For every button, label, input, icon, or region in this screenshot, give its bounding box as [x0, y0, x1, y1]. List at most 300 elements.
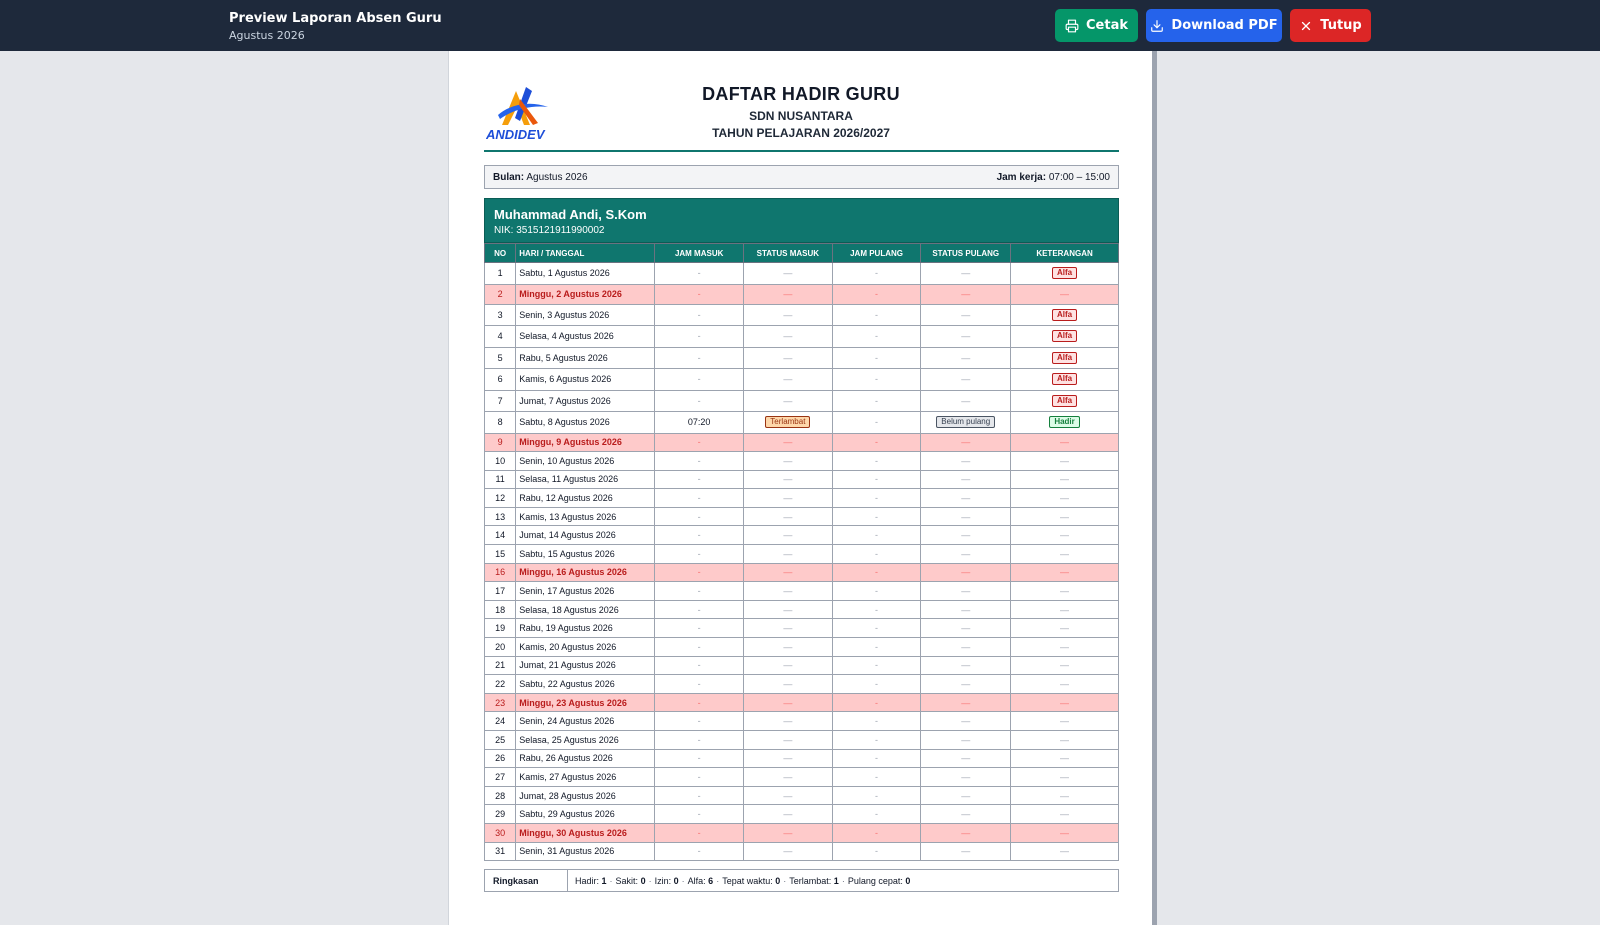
- cell-no: 13: [485, 507, 516, 526]
- cell-note: —: [1011, 693, 1119, 712]
- cell-no: 6: [485, 369, 516, 391]
- table-row: [485, 638, 1119, 657]
- cell-time-out: -: [832, 369, 921, 391]
- col-header-time-out: JAM PULANG: [832, 244, 921, 263]
- cell-time-in: -: [655, 768, 744, 787]
- cell-time-out: -: [832, 470, 921, 489]
- cell-status-in: —: [744, 638, 833, 657]
- cell-date: Rabu, 5 Agustus 2026: [516, 347, 655, 369]
- status-badge: Alfa: [1052, 267, 1077, 279]
- cell-status-out: —: [921, 600, 1011, 619]
- table-row: [485, 842, 1119, 861]
- cell-status-in: —: [744, 526, 833, 545]
- cell-note: —: [1011, 786, 1119, 805]
- cell-note: —: [1011, 656, 1119, 675]
- summary-separator: ·: [609, 875, 613, 886]
- col-header-note: KETERANGAN: [1011, 244, 1119, 263]
- table-row: [485, 786, 1119, 805]
- cell-date: Selasa, 25 Agustus 2026: [516, 731, 655, 750]
- cell-no: 16: [485, 563, 516, 582]
- attendance-body: [485, 263, 1119, 861]
- cell-note: —: [1011, 823, 1119, 842]
- cell-no: 28: [485, 786, 516, 805]
- table-row: [485, 452, 1119, 471]
- cell-date: Kamis, 13 Agustus 2026: [516, 507, 655, 526]
- cell-time-out: -: [832, 347, 921, 369]
- cell-no: 10: [485, 452, 516, 471]
- cell-status-in: —: [744, 284, 833, 304]
- cell-status-in: —: [744, 786, 833, 805]
- cell-status-out: —: [921, 563, 1011, 582]
- cell-status-in: —: [744, 675, 833, 694]
- cell-no: 14: [485, 526, 516, 545]
- cell-status-out: —: [921, 842, 1011, 861]
- download-pdf-button[interactable]: [1146, 9, 1282, 42]
- cell-note: —: [1011, 749, 1119, 768]
- month-info: Bulan: Agustus 2026: [493, 171, 588, 183]
- cell-date: Rabu, 12 Agustus 2026: [516, 489, 655, 508]
- summary-item: Pulang cepat: 0: [847, 875, 911, 886]
- table-row: [485, 263, 1119, 285]
- cell-time-in: -: [655, 433, 744, 452]
- cell-note: —: [1011, 545, 1119, 564]
- table-row: [485, 805, 1119, 824]
- cell-no: 27: [485, 768, 516, 787]
- table-row: [485, 412, 1119, 434]
- academic-year: TAHUN PELAJARAN 2026/2027: [712, 126, 890, 140]
- cell-note: [1011, 263, 1119, 285]
- table-row: [485, 489, 1119, 508]
- cell-status-in: —: [744, 768, 833, 787]
- cell-time-out: -: [832, 712, 921, 731]
- cell-status-out: —: [921, 489, 1011, 508]
- cell-time-out: -: [832, 823, 921, 842]
- cell-status-out: —: [921, 347, 1011, 369]
- report-document: [448, 51, 1152, 925]
- cell-note: —: [1011, 842, 1119, 861]
- cell-note: —: [1011, 638, 1119, 657]
- attendance-table: [484, 243, 1119, 861]
- status-badge: Alfa: [1052, 395, 1077, 407]
- col-header-no: NO: [485, 244, 516, 263]
- cell-time-in: -: [655, 489, 744, 508]
- print-button[interactable]: [1055, 9, 1138, 42]
- cell-status-out: —: [921, 526, 1011, 545]
- cell-status-out: —: [921, 749, 1011, 768]
- cell-date: Rabu, 26 Agustus 2026: [516, 749, 655, 768]
- cell-no: 18: [485, 600, 516, 619]
- cell-status-in: —: [744, 263, 833, 285]
- document-scrollbar-edge: [1152, 51, 1157, 925]
- cell-status-out: —: [921, 675, 1011, 694]
- cell-time-out: -: [832, 263, 921, 285]
- table-row: [485, 470, 1119, 489]
- report-info-bar: [484, 165, 1119, 189]
- cell-status-out: —: [921, 470, 1011, 489]
- cell-date: Senin, 24 Agustus 2026: [516, 712, 655, 731]
- working-hours-info: Jam kerja: 07:00 – 15:00: [996, 171, 1110, 183]
- cell-date: Senin, 31 Agustus 2026: [516, 842, 655, 861]
- cell-date: Jumat, 14 Agustus 2026: [516, 526, 655, 545]
- cell-note: —: [1011, 600, 1119, 619]
- cell-no: 11: [485, 470, 516, 489]
- logo-text: ANDIDEV: [486, 127, 545, 142]
- cell-status-out: —: [921, 768, 1011, 787]
- cell-status-out: [921, 412, 1011, 434]
- cell-time-in: -: [655, 507, 744, 526]
- cell-status-out: —: [921, 304, 1011, 326]
- cell-status-in: —: [744, 749, 833, 768]
- cell-time-out: -: [832, 600, 921, 619]
- school-name: SDN NUSANTARA: [749, 109, 853, 123]
- cell-time-out: -: [832, 526, 921, 545]
- cell-status-out: —: [921, 638, 1011, 657]
- cell-time-in: -: [655, 656, 744, 675]
- table-header-row: [485, 244, 1119, 263]
- employee-header: [484, 198, 1119, 243]
- cell-status-out: —: [921, 507, 1011, 526]
- cell-no: 26: [485, 749, 516, 768]
- cell-status-out: —: [921, 263, 1011, 285]
- cell-status-in: —: [744, 369, 833, 391]
- summary-row: [484, 869, 1119, 892]
- cell-time-out: -: [832, 304, 921, 326]
- cell-status-out: —: [921, 326, 1011, 348]
- cell-no: 31: [485, 842, 516, 861]
- cell-no: 4: [485, 326, 516, 348]
- status-badge: Terlambat: [765, 416, 810, 428]
- cell-time-in: -: [655, 526, 744, 545]
- cell-time-out: -: [832, 805, 921, 824]
- cell-time-out: -: [832, 675, 921, 694]
- cell-note: [1011, 326, 1119, 348]
- cell-time-out: -: [832, 638, 921, 657]
- cell-date: Sabtu, 22 Agustus 2026: [516, 675, 655, 694]
- download-pdf-label: Download PDF: [1171, 18, 1278, 33]
- cell-note: —: [1011, 452, 1119, 471]
- cell-status-out: —: [921, 731, 1011, 750]
- cell-note: [1011, 369, 1119, 391]
- cell-time-out: -: [832, 563, 921, 582]
- cell-time-in: -: [655, 263, 744, 285]
- cell-status-in: —: [744, 452, 833, 471]
- cell-date: Minggu, 9 Agustus 2026: [516, 433, 655, 452]
- table-row: [485, 507, 1119, 526]
- cell-date: Selasa, 4 Agustus 2026: [516, 326, 655, 348]
- cell-status-in: —: [744, 731, 833, 750]
- cell-date: Kamis, 27 Agustus 2026: [516, 768, 655, 787]
- cell-date: Selasa, 11 Agustus 2026: [516, 470, 655, 489]
- status-badge: Alfa: [1052, 309, 1077, 321]
- cell-time-in: -: [655, 582, 744, 601]
- cell-date: Jumat, 21 Agustus 2026: [516, 656, 655, 675]
- employee-name: Muhammad Andi, S.Kom: [494, 207, 647, 222]
- cell-status-in: —: [744, 563, 833, 582]
- cell-time-in: -: [655, 712, 744, 731]
- summary-item: Terlambat: 1: [789, 875, 839, 886]
- close-button[interactable]: [1290, 9, 1371, 42]
- cell-note: —: [1011, 563, 1119, 582]
- cell-date: Minggu, 2 Agustus 2026: [516, 284, 655, 304]
- cell-date: Rabu, 19 Agustus 2026: [516, 619, 655, 638]
- cell-date: Selasa, 18 Agustus 2026: [516, 600, 655, 619]
- printer-icon: [1065, 19, 1079, 33]
- cell-no: 3: [485, 304, 516, 326]
- cell-time-in: -: [655, 284, 744, 304]
- table-row: [485, 600, 1119, 619]
- cell-no: 1: [485, 263, 516, 285]
- cell-status-in: —: [744, 582, 833, 601]
- cell-status-out: —: [921, 545, 1011, 564]
- cell-no: 2: [485, 284, 516, 304]
- cell-date: Minggu, 30 Agustus 2026: [516, 823, 655, 842]
- report-title: DAFTAR HADIR GURU: [702, 84, 900, 104]
- cell-no: 20: [485, 638, 516, 657]
- status-badge: Alfa: [1052, 352, 1077, 364]
- cell-no: 30: [485, 823, 516, 842]
- print-button-label: Cetak: [1086, 18, 1128, 33]
- cell-note: [1011, 304, 1119, 326]
- cell-time-out: -: [832, 433, 921, 452]
- cell-date: Jumat, 28 Agustus 2026: [516, 786, 655, 805]
- cell-time-out: -: [832, 768, 921, 787]
- cell-status-in: —: [744, 507, 833, 526]
- cell-status-out: —: [921, 619, 1011, 638]
- cell-date: Sabtu, 29 Agustus 2026: [516, 805, 655, 824]
- cell-status-in: —: [744, 842, 833, 861]
- table-row: [485, 545, 1119, 564]
- table-row: [485, 433, 1119, 452]
- cell-status-out: —: [921, 390, 1011, 412]
- cell-note: [1011, 412, 1119, 434]
- cell-note: —: [1011, 619, 1119, 638]
- table-row: [485, 582, 1119, 601]
- summary-separator: ·: [783, 875, 787, 886]
- cell-time-in: -: [655, 731, 744, 750]
- cell-no: 29: [485, 805, 516, 824]
- status-badge: Alfa: [1052, 373, 1077, 385]
- cell-no: 25: [485, 731, 516, 750]
- cell-time-in: -: [655, 842, 744, 861]
- status-badge: Hadir: [1049, 416, 1079, 428]
- cell-status-in: —: [744, 656, 833, 675]
- cell-status-in: —: [744, 619, 833, 638]
- table-row: [485, 823, 1119, 842]
- cell-time-out: -: [832, 731, 921, 750]
- table-row: [485, 284, 1119, 304]
- cell-note: —: [1011, 470, 1119, 489]
- cell-note: —: [1011, 731, 1119, 750]
- cell-no: 7: [485, 390, 516, 412]
- cell-time-out: -: [832, 390, 921, 412]
- col-header-time-in: JAM MASUK: [655, 244, 744, 263]
- cell-status-in: —: [744, 326, 833, 348]
- header-divider: [484, 150, 1119, 152]
- table-row: [485, 675, 1119, 694]
- preview-title: Preview Laporan Absen Guru: [229, 11, 442, 26]
- summary-values: [568, 870, 910, 891]
- cell-date: Kamis, 6 Agustus 2026: [516, 369, 655, 391]
- cell-status-in: —: [744, 489, 833, 508]
- cell-time-out: -: [832, 842, 921, 861]
- cell-time-in: -: [655, 369, 744, 391]
- cell-status-out: —: [921, 582, 1011, 601]
- table-row: [485, 731, 1119, 750]
- cell-time-in: -: [655, 347, 744, 369]
- summary-separator: ·: [681, 875, 685, 886]
- status-badge: Belum pulang: [936, 416, 995, 428]
- cell-no: 22: [485, 675, 516, 694]
- cell-no: 21: [485, 656, 516, 675]
- cell-date: Minggu, 16 Agustus 2026: [516, 563, 655, 582]
- cell-note: —: [1011, 805, 1119, 824]
- cell-note: —: [1011, 507, 1119, 526]
- cell-time-out: -: [832, 326, 921, 348]
- summary-item: Alfa: 6: [687, 875, 714, 886]
- col-header-date: HARI / TANGGAL: [516, 244, 655, 263]
- cell-time-out: -: [832, 656, 921, 675]
- cell-time-out: -: [832, 507, 921, 526]
- cell-date: Jumat, 7 Agustus 2026: [516, 390, 655, 412]
- table-row: [485, 526, 1119, 545]
- cell-note: —: [1011, 526, 1119, 545]
- cell-note: —: [1011, 582, 1119, 601]
- cell-time-in: -: [655, 749, 744, 768]
- cell-status-in: —: [744, 600, 833, 619]
- cell-date: Sabtu, 8 Agustus 2026: [516, 412, 655, 434]
- preview-subtitle: Agustus 2026: [229, 29, 305, 42]
- cell-note: —: [1011, 284, 1119, 304]
- summary-separator: ·: [841, 875, 845, 886]
- table-row: [485, 768, 1119, 787]
- cell-no: 9: [485, 433, 516, 452]
- close-button-label: Tutup: [1320, 18, 1362, 33]
- table-row: [485, 369, 1119, 391]
- cell-time-in: -: [655, 786, 744, 805]
- table-row: [485, 619, 1119, 638]
- cell-no: 24: [485, 712, 516, 731]
- table-row: [485, 693, 1119, 712]
- table-row: [485, 656, 1119, 675]
- cell-status-in: —: [744, 823, 833, 842]
- cell-status-out: —: [921, 369, 1011, 391]
- cell-status-out: —: [921, 823, 1011, 842]
- close-icon: [1299, 19, 1313, 33]
- col-header-status-out: STATUS PULANG: [921, 244, 1011, 263]
- cell-note: —: [1011, 433, 1119, 452]
- cell-date: Kamis, 20 Agustus 2026: [516, 638, 655, 657]
- cell-no: 23: [485, 693, 516, 712]
- col-header-status-in: STATUS MASUK: [744, 244, 833, 263]
- cell-time-out: -: [832, 619, 921, 638]
- cell-time-in: -: [655, 452, 744, 471]
- cell-time-in: -: [655, 805, 744, 824]
- cell-status-in: —: [744, 347, 833, 369]
- table-row: [485, 563, 1119, 582]
- cell-time-in: -: [655, 326, 744, 348]
- cell-status-out: —: [921, 656, 1011, 675]
- cell-status-in: [744, 412, 833, 434]
- summary-label: Ringkasan: [485, 870, 568, 891]
- table-row: [485, 326, 1119, 348]
- cell-time-in: -: [655, 545, 744, 564]
- summary-item: Sakit: 0: [615, 875, 646, 886]
- cell-time-in: -: [655, 470, 744, 489]
- cell-time-out: -: [832, 412, 921, 434]
- cell-time-out: -: [832, 693, 921, 712]
- cell-status-in: —: [744, 805, 833, 824]
- table-row: [485, 712, 1119, 731]
- status-badge: Alfa: [1052, 330, 1077, 342]
- cell-time-in: -: [655, 563, 744, 582]
- cell-no: 8: [485, 412, 516, 434]
- summary-separator: ·: [716, 875, 720, 886]
- cell-time-in: -: [655, 600, 744, 619]
- cell-time-out: -: [832, 452, 921, 471]
- cell-note: —: [1011, 489, 1119, 508]
- download-icon: [1150, 19, 1164, 33]
- cell-time-out: -: [832, 545, 921, 564]
- cell-date: Senin, 10 Agustus 2026: [516, 452, 655, 471]
- summary-item: Hadir: 1: [575, 875, 607, 886]
- table-row: [485, 749, 1119, 768]
- cell-note: —: [1011, 712, 1119, 731]
- cell-date: Sabtu, 15 Agustus 2026: [516, 545, 655, 564]
- cell-status-out: —: [921, 433, 1011, 452]
- table-row: [485, 347, 1119, 369]
- table-row: [485, 304, 1119, 326]
- cell-time-out: -: [832, 749, 921, 768]
- cell-status-in: —: [744, 390, 833, 412]
- cell-no: 12: [485, 489, 516, 508]
- cell-status-in: —: [744, 693, 833, 712]
- cell-status-out: —: [921, 284, 1011, 304]
- cell-time-out: -: [832, 284, 921, 304]
- cell-status-out: —: [921, 786, 1011, 805]
- cell-time-in: -: [655, 823, 744, 842]
- summary-item: Izin: 0: [654, 875, 679, 886]
- summary-separator: ·: [648, 875, 652, 886]
- top-bar: [0, 0, 1600, 51]
- cell-status-in: —: [744, 304, 833, 326]
- cell-note: [1011, 347, 1119, 369]
- summary-item: Tepat waktu: 0: [722, 875, 781, 886]
- cell-note: —: [1011, 675, 1119, 694]
- cell-date: Senin, 17 Agustus 2026: [516, 582, 655, 601]
- cell-status-out: —: [921, 693, 1011, 712]
- employee-nik: NIK: 3515121911990002: [494, 225, 605, 236]
- cell-status-out: —: [921, 805, 1011, 824]
- cell-date: Minggu, 23 Agustus 2026: [516, 693, 655, 712]
- cell-no: 17: [485, 582, 516, 601]
- cell-time-in: -: [655, 304, 744, 326]
- cell-no: 19: [485, 619, 516, 638]
- cell-time-in: -: [655, 693, 744, 712]
- table-row: [485, 390, 1119, 412]
- cell-date: Sabtu, 1 Agustus 2026: [516, 263, 655, 285]
- cell-status-out: —: [921, 452, 1011, 471]
- cell-note: [1011, 390, 1119, 412]
- cell-time-in: -: [655, 619, 744, 638]
- cell-date: Senin, 3 Agustus 2026: [516, 304, 655, 326]
- cell-status-in: —: [744, 712, 833, 731]
- cell-no: 5: [485, 347, 516, 369]
- cell-time-out: -: [832, 786, 921, 805]
- cell-time-out: -: [832, 489, 921, 508]
- cell-time-in: -: [655, 390, 744, 412]
- cell-time-out: -: [832, 582, 921, 601]
- cell-time-in: -: [655, 675, 744, 694]
